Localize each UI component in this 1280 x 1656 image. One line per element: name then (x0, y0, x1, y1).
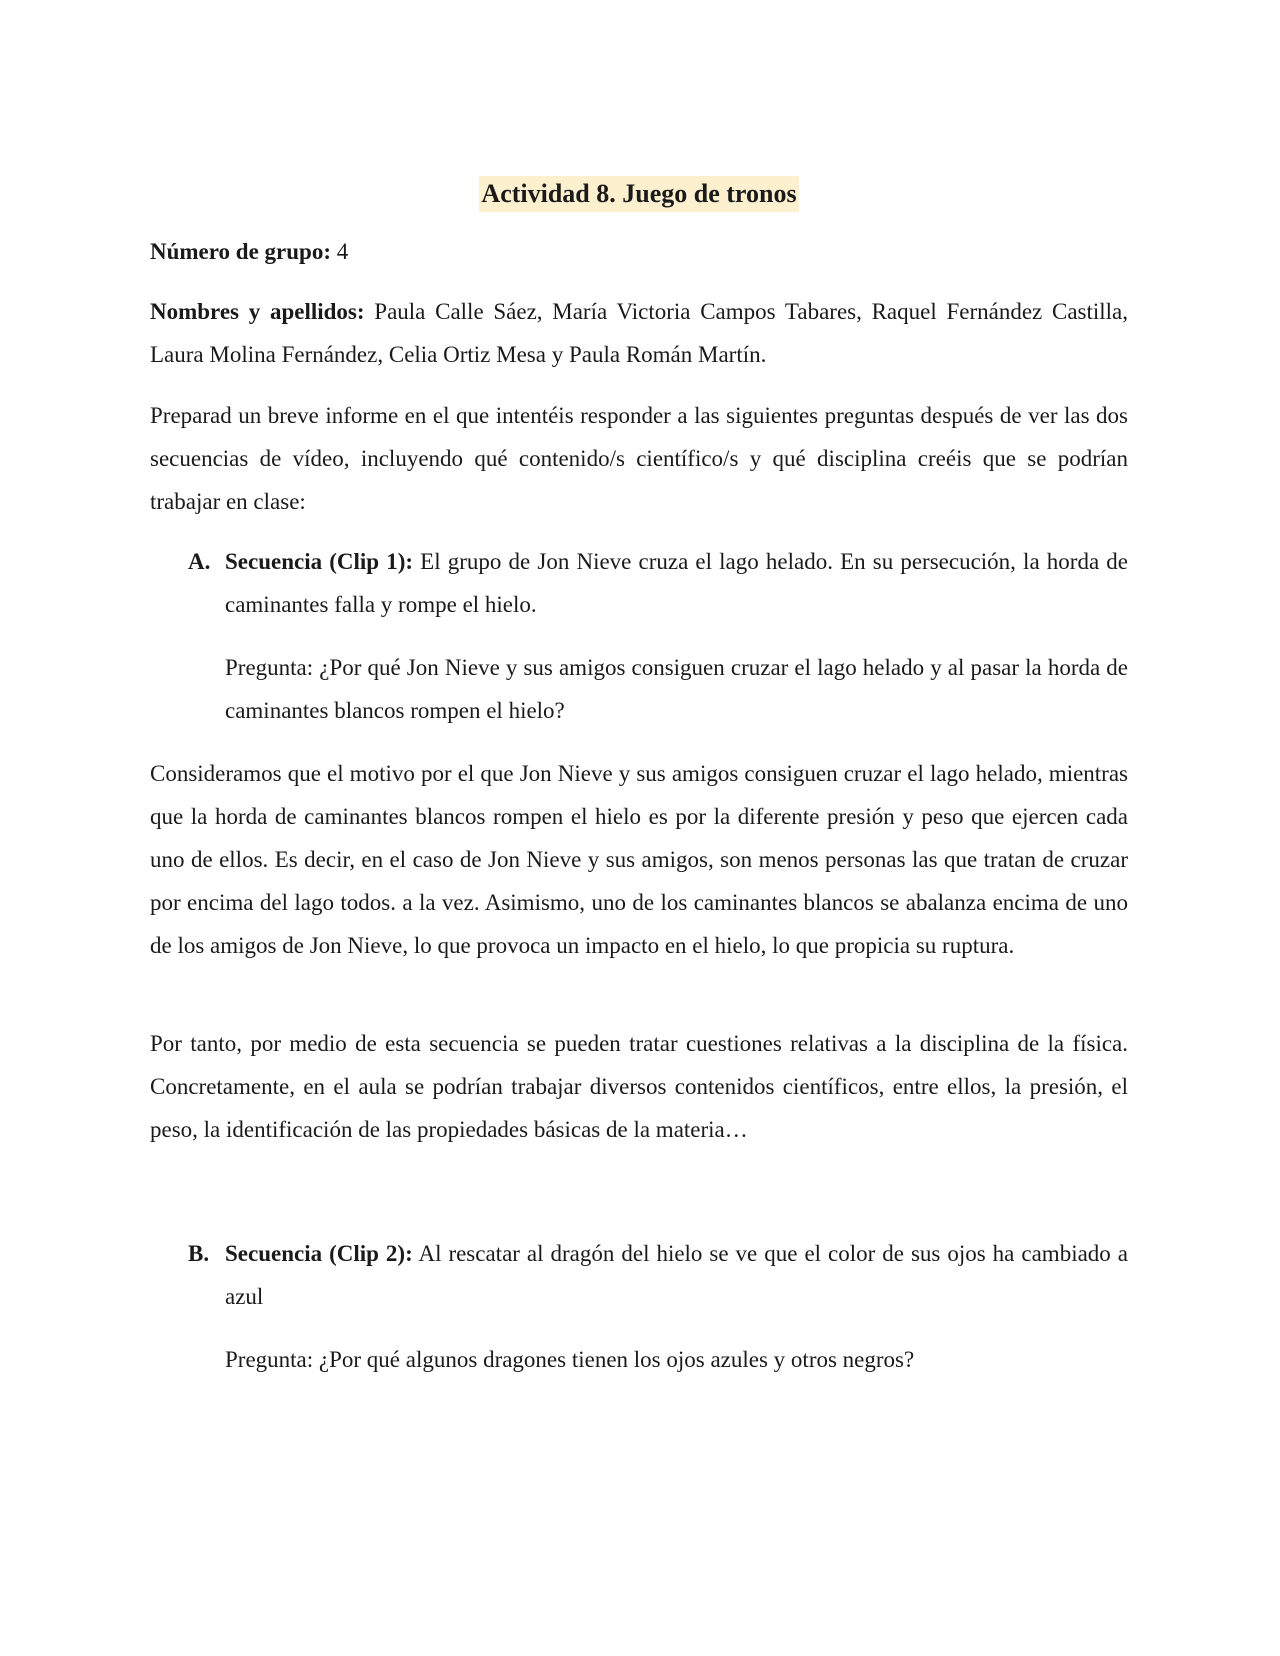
section-a (188, 540, 1128, 626)
section-b-label: Secuencia (Clip 2): (225, 1241, 413, 1266)
names-paragraph (150, 290, 1128, 376)
section-a-question: Pregunta: ¿Por qué Jon Nieve y sus amigos consiguen cruzar el lago helado y al pasar la horda de caminantes blancos rompen el hielo? (225, 655, 1128, 723)
section-b-marker: B. (188, 1241, 210, 1266)
answer-paragraph-1: Consideramos que el motivo por el que Jon Nieve y sus amigos consiguen cruzar el lago helado, mientras que la horda de caminantes blancos rompen el hielo es por la diferente presión y peso que ejercen cada uno de ellos. Es decir, en el caso de Jon Nieve y sus amigos, son menos personas las que tratan de cruzar por encima del lago todos. a la vez. Asimismo, uno de los caminantes blancos se abalanza encima de uno de los amigos de Jon Nieve, lo que provoca un impacto en el hielo, lo que propicia su ruptura. (150, 761, 1128, 958)
section-b-question: Pregunta: ¿Por qué algunos dragones tienen los ojos azules y otros negros? (225, 1347, 915, 1372)
answer-paragraph-2: Por tanto, por medio de esta secuencia se pueden tratar cuestiones relativas a la disciplina de la física. Concretamente, en el aula se podrían trabajar diversos contenidos científicos, entre ellos, la presión, el peso, la identificación de las propiedades básicas de la materia… (150, 1031, 1128, 1142)
title-block (150, 176, 1128, 212)
intro-paragraph: Preparad un breve informe en el que intentéis responder a las siguientes preguntas después de ver las dos secuencias de vídeo, incluyendo qué contenido/s científico/s y qué disciplina creéis que se podrían trabajar en clase: (150, 403, 1128, 514)
section-b (188, 1232, 1128, 1318)
names-value: Paula Calle Sáez, María Victoria Campos Tabares, Raquel Fernández Castilla, Laura Molina Fernández, Celia Ortiz Mesa y Paula Román Martín. (150, 299, 1128, 367)
section-a-label: Secuencia (Clip 1): (225, 549, 414, 574)
section-a-body (225, 540, 1128, 626)
section-b-body (225, 1232, 1128, 1318)
document-title: Actividad 8. Juego de tronos (479, 176, 798, 212)
section-b-text: Al rescatar al dragón del hielo se ve que el color de sus ojos ha cambiado a azul (225, 1241, 1128, 1309)
names-label: Nombres y apellidos: (150, 299, 365, 324)
section-a-marker: A. (188, 549, 211, 574)
group-label: Número de grupo: (150, 239, 332, 264)
group-number (150, 230, 1128, 273)
group-value: 4 (336, 239, 349, 264)
section-a-text: El grupo de Jon Nieve cruza el lago helado. En su persecución, la horda de caminantes falla y rompe el hielo. (225, 549, 1128, 617)
